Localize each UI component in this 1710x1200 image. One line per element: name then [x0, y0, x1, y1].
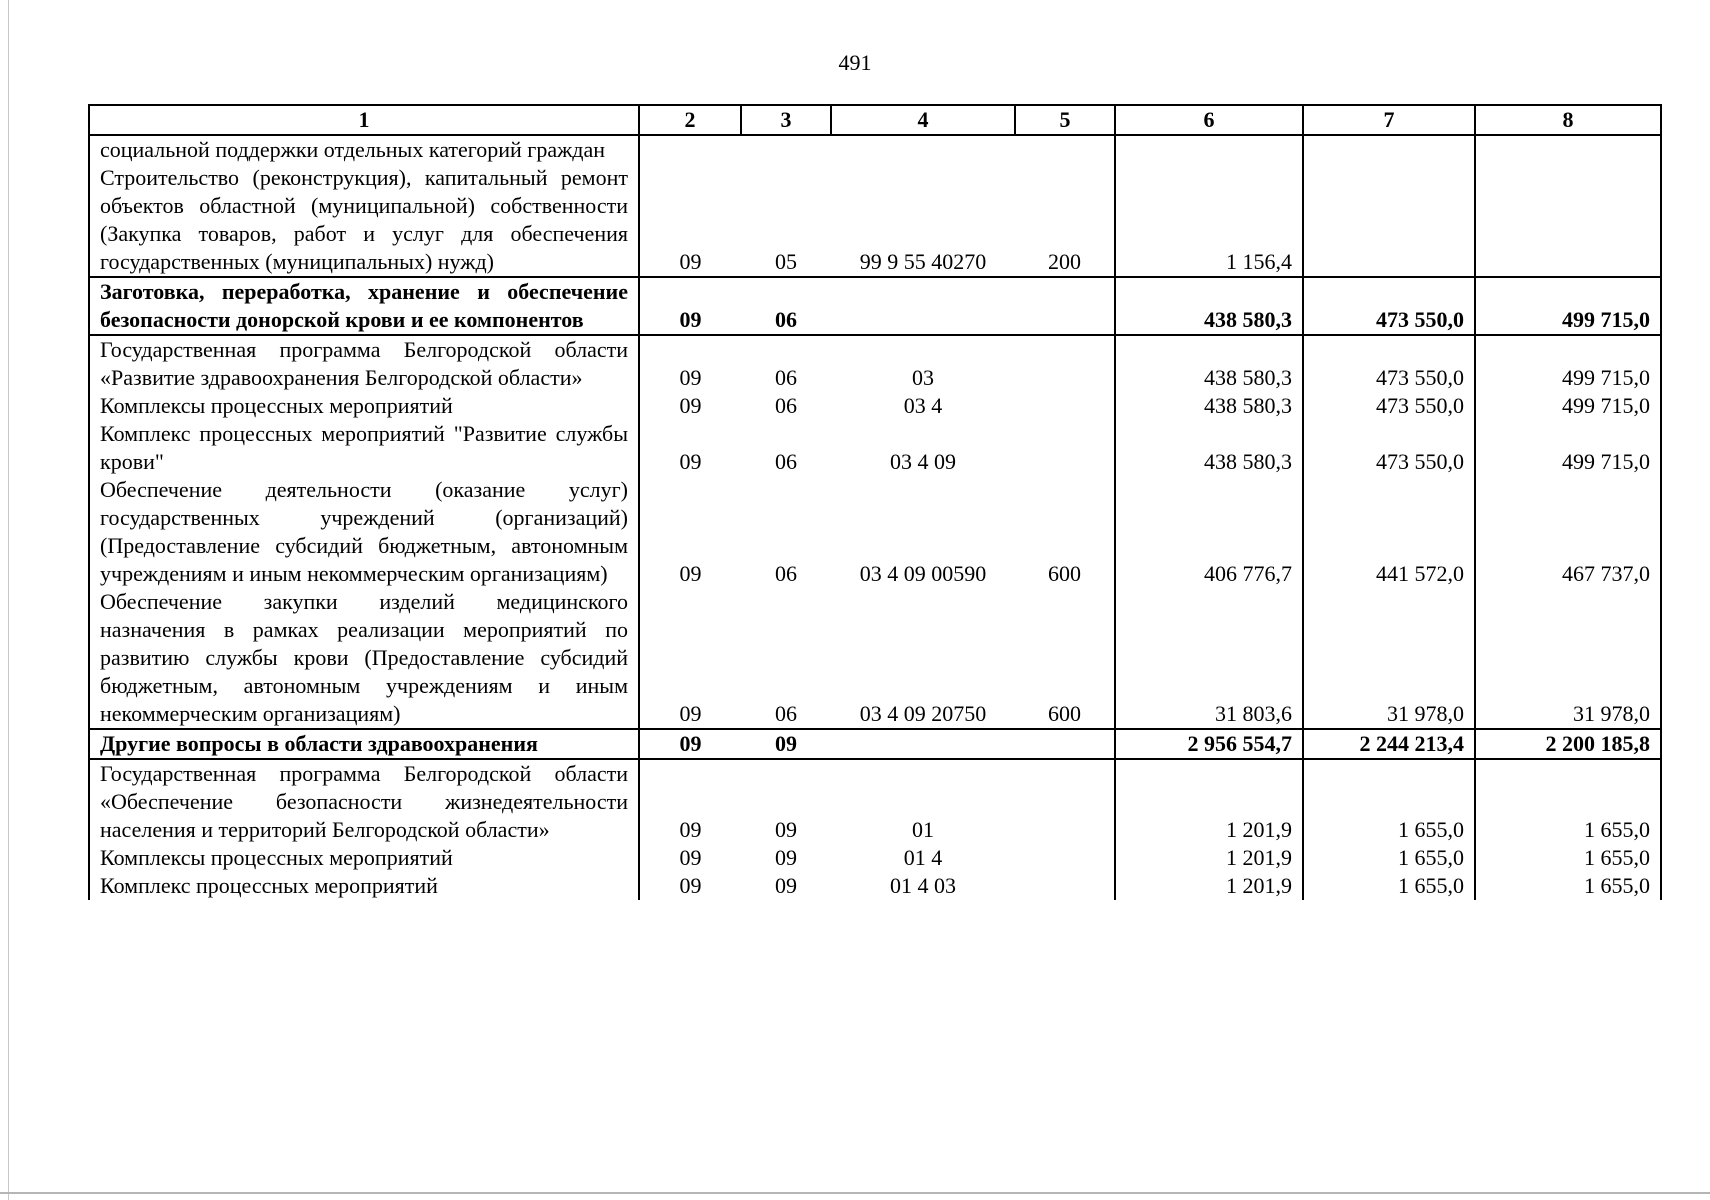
row-description: Комплексы процессных мероприятий — [89, 392, 639, 420]
row-amount-col8: 499 715,0 — [1475, 420, 1661, 476]
scan-edge-bottom — [0, 1192, 1710, 1194]
table-row — [89, 135, 1661, 164]
row-amount-col6: 31 803,6 — [1115, 588, 1303, 729]
row-amount-col6: 438 580,3 — [1115, 335, 1303, 392]
row-amount-col6 — [1115, 135, 1303, 164]
row-section-code — [639, 135, 741, 164]
row-amount-col8 — [1475, 164, 1661, 277]
table-row — [89, 420, 1661, 476]
row-description: Строительство (реконструкция), капитальный ремонт объектов областной (муниципальной) собственности (Закупка товаров, работ и услуг для обеспечения государственных (муниципальных) нужд) — [89, 164, 639, 277]
row-amount-col7: 473 550,0 — [1303, 335, 1475, 392]
row-subsection-code — [741, 135, 831, 164]
row-amount-col7: 473 550,0 — [1303, 420, 1475, 476]
row-amount-col6: 406 776,7 — [1115, 476, 1303, 588]
row-amount-col6: 438 580,3 — [1115, 392, 1303, 420]
row-description: социальной поддержки отдельных категорий граждан — [89, 135, 639, 164]
table-row — [89, 872, 1661, 900]
row-section-code: 09 — [679, 845, 702, 870]
row-section-code: 09 — [679, 365, 702, 390]
row-target-article: 01 — [912, 817, 934, 842]
row-expense-type — [1015, 135, 1115, 164]
row-description: Комплекс процессных мероприятий "Развитие службы крови" — [89, 420, 639, 476]
row-subsection-code: 06 — [741, 277, 831, 335]
row-amount-col6: 1 201,9 — [1115, 759, 1303, 844]
table-row — [89, 164, 1661, 277]
row-expense-type — [1015, 277, 1115, 335]
row-amount-col8: 499 715,0 — [1475, 335, 1661, 392]
header-cell-6: 6 — [1115, 105, 1303, 135]
row-subsection-code: 06 — [775, 393, 797, 418]
row-section-code: 09 — [679, 561, 702, 586]
row-amount-col7 — [1303, 135, 1475, 164]
row-section-code: 09 — [639, 277, 741, 335]
row-amount-col7: 1 655,0 — [1303, 759, 1475, 844]
row-subsection-code: 06 — [775, 449, 797, 474]
row-expense-type — [1015, 335, 1115, 392]
row-subsection-code: 09 — [775, 817, 797, 842]
table-row — [89, 476, 1661, 588]
header-cell-3: 3 — [741, 105, 831, 135]
row-target-article: 03 — [912, 365, 934, 390]
row-subsection-code: 06 — [775, 365, 797, 390]
row-amount-col6: 1 201,9 — [1115, 844, 1303, 872]
row-target-article — [831, 729, 1015, 759]
row-amount-col6: 438 580,3 — [1115, 420, 1303, 476]
row-description: Государственная программа Белгородской области «Обеспечение безопасности жизнедеятельности населения и территорий Белгородской области» — [89, 759, 639, 844]
header-cell-5: 5 — [1015, 105, 1115, 135]
row-amount-col8: 1 655,0 — [1475, 759, 1661, 844]
row-section-code: 09 — [679, 817, 702, 842]
row-subsection-code: 05 — [775, 249, 797, 274]
row-target-article: 03 4 09 20750 — [859, 701, 987, 726]
row-amount-col7: 1 655,0 — [1303, 844, 1475, 872]
row-subsection-code: 06 — [775, 561, 797, 586]
row-amount-col7 — [1303, 164, 1475, 277]
row-section-code: 09 — [679, 393, 702, 418]
row-description: Обеспечение закупки изделий медицинского назначения в рамках реализации мероприятий по развитию службы крови (Предоставление субсидий бюджетным, автономным учреждениям и иным некоммерческим организациям) — [89, 588, 639, 729]
row-expense-type — [1015, 420, 1115, 476]
row-target-article: 01 4 03 — [890, 873, 956, 898]
row-amount-col8: 2 200 185,8 — [1475, 729, 1661, 759]
row-amount-col8: 467 737,0 — [1475, 476, 1661, 588]
row-amount-col6: 2 956 554,7 — [1115, 729, 1303, 759]
row-expense-type — [1015, 392, 1115, 420]
row-amount-col8: 31 978,0 — [1475, 588, 1661, 729]
row-amount-col7: 2 244 213,4 — [1303, 729, 1475, 759]
row-expense-type: 600 — [1048, 701, 1081, 726]
row-amount-col6: 1 201,9 — [1115, 872, 1303, 900]
table-row — [89, 392, 1661, 420]
row-amount-col8 — [1475, 135, 1661, 164]
row-target-article — [831, 135, 1015, 164]
row-description: Заготовка, переработка, хранение и обеспечение безопасности донорской крови и ее компонентов — [89, 277, 639, 335]
row-description: Комплексы процессных мероприятий — [89, 844, 639, 872]
row-section-code: 09 — [679, 873, 702, 898]
row-amount-col8: 1 655,0 — [1475, 844, 1661, 872]
table-row — [89, 759, 1661, 844]
row-expense-type — [1015, 729, 1115, 759]
row-section-code: 09 — [679, 701, 702, 726]
row-section-code: 09 — [679, 249, 702, 274]
row-amount-col7: 31 978,0 — [1303, 588, 1475, 729]
row-expense-type — [1015, 872, 1115, 900]
row-target-article: 99 9 55 40270 — [859, 249, 987, 274]
page-number: 491 — [838, 50, 872, 75]
row-subsection-code: 09 — [775, 873, 797, 898]
row-amount-col8: 499 715,0 — [1475, 392, 1661, 420]
table-row — [89, 588, 1661, 729]
row-section-code: 09 — [639, 729, 741, 759]
row-amount-col6: 1 156,4 — [1115, 164, 1303, 277]
row-expense-type — [1015, 759, 1115, 844]
table-wrapper — [88, 104, 1662, 900]
row-expense-type — [1015, 844, 1115, 872]
row-target-article — [831, 277, 1015, 335]
row-subsection-code: 09 — [775, 845, 797, 870]
header-cell-8: 8 — [1475, 105, 1661, 135]
row-amount-col7: 473 550,0 — [1303, 277, 1475, 335]
row-target-article: 03 4 09 — [890, 449, 956, 474]
row-subsection-code: 06 — [775, 701, 797, 726]
row-description: Обеспечение деятельности (оказание услуг) государственных учреждений (организаций) (Предоставление субсидий бюджетным, автономным учреждениям и иным некоммерческим организациям) — [89, 476, 639, 588]
row-subsection-code: 09 — [741, 729, 831, 759]
table-row — [89, 844, 1661, 872]
header-cell-7: 7 — [1303, 105, 1475, 135]
header-cell-2: 2 — [639, 105, 741, 135]
scan-edge-left — [8, 0, 9, 1200]
table-row-section-total — [89, 729, 1661, 759]
row-description: Другие вопросы в области здравоохранения — [89, 729, 639, 759]
row-target-article: 03 4 — [903, 393, 943, 418]
table-row — [89, 335, 1661, 392]
header-cell-1: 1 — [89, 105, 639, 135]
header-cell-4: 4 — [831, 105, 1015, 135]
row-amount-col8: 1 655,0 — [1475, 872, 1661, 900]
row-target-article: 03 4 09 00590 — [859, 561, 987, 586]
budget-table — [88, 104, 1662, 900]
row-expense-type: 600 — [1048, 561, 1081, 586]
row-amount-col7: 441 572,0 — [1303, 476, 1475, 588]
row-amount-col7: 473 550,0 — [1303, 392, 1475, 420]
row-section-code: 09 — [679, 449, 702, 474]
row-description: Государственная программа Белгородской области «Развитие здравоохранения Белгородской области» — [89, 335, 639, 392]
row-amount-col6: 438 580,3 — [1115, 277, 1303, 335]
row-description: Комплекс процессных мероприятий — [89, 872, 639, 900]
row-amount-col7: 1 655,0 — [1303, 872, 1475, 900]
row-expense-type: 200 — [1048, 249, 1081, 274]
header-row — [89, 105, 1661, 135]
row-amount-col8: 499 715,0 — [1475, 277, 1661, 335]
table-row-section-total — [89, 277, 1661, 335]
row-target-article: 01 4 — [903, 845, 943, 870]
